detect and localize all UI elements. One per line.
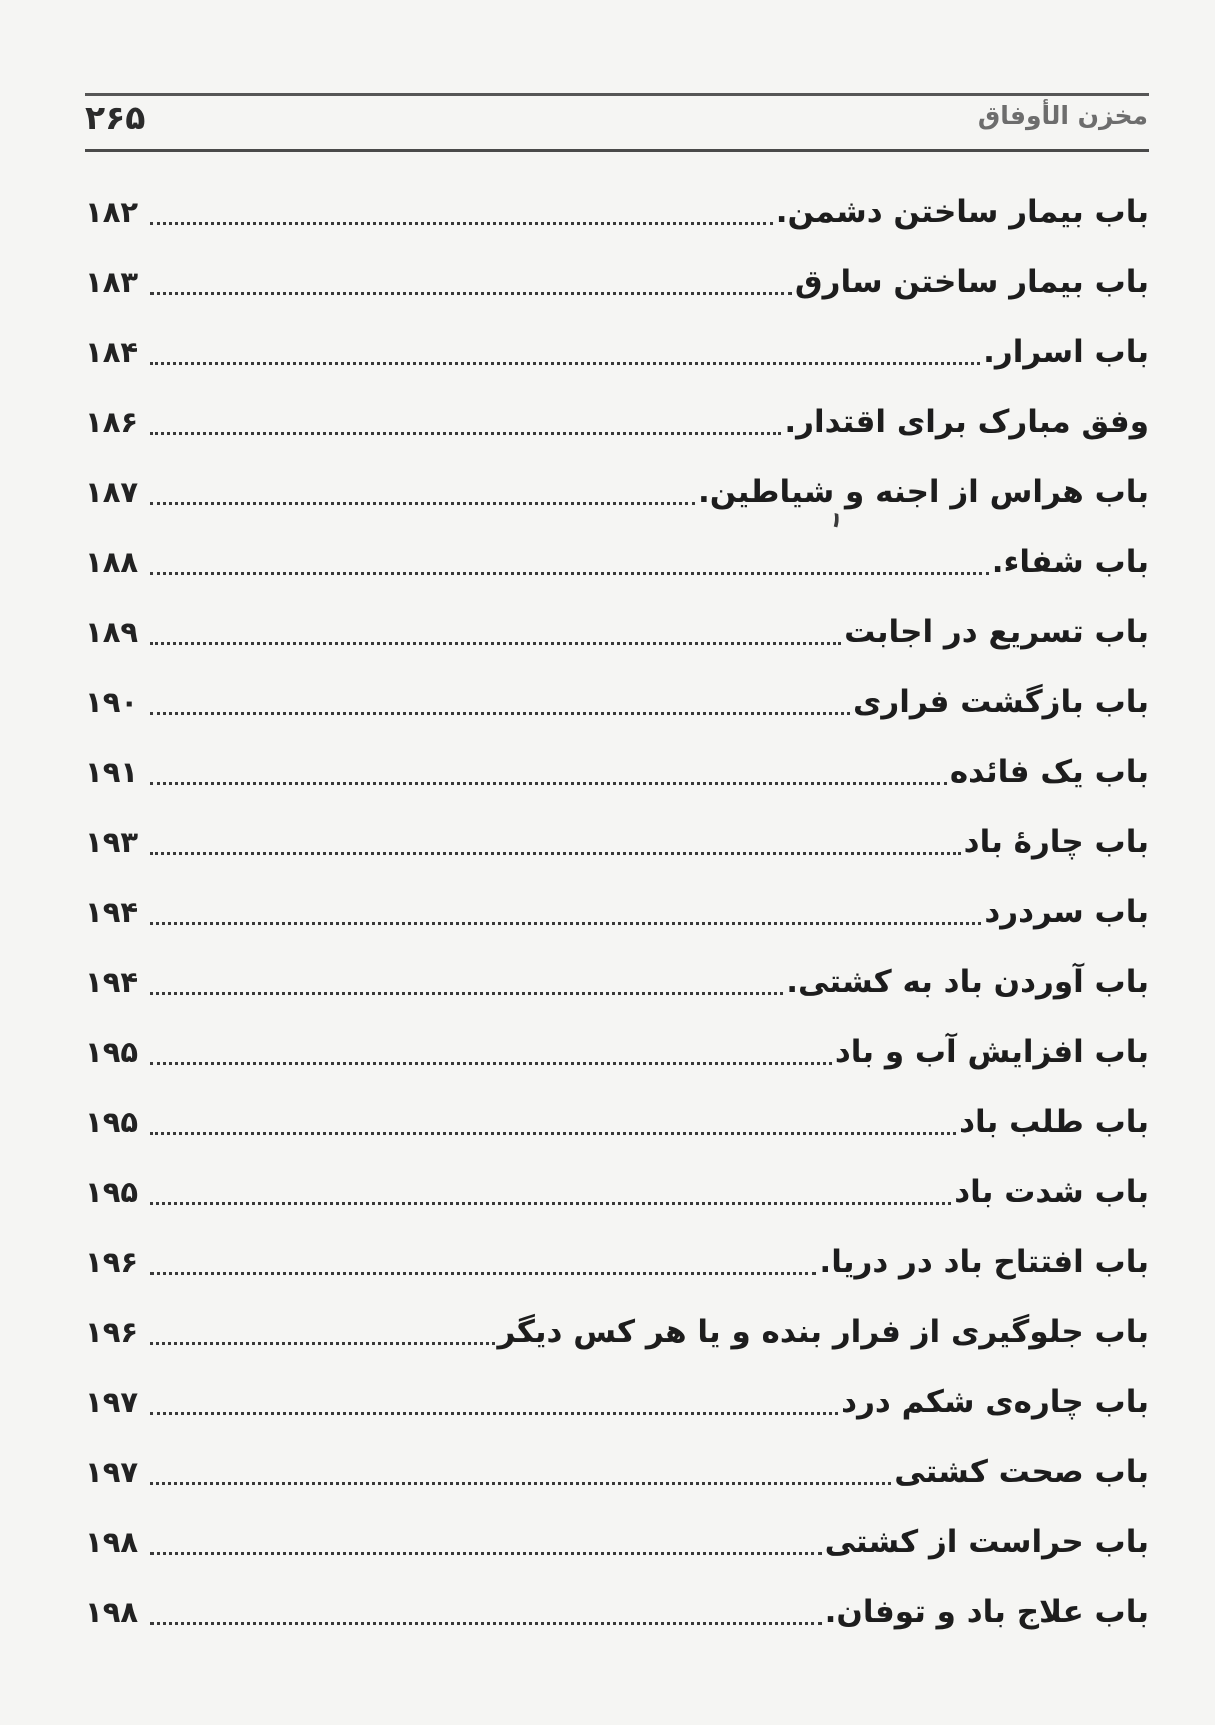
dot-leader [150,432,781,435]
toc-row [85,387,1149,457]
dot-leader [150,1132,956,1135]
toc-entry-page-number: ۱۸۴ [85,335,139,369]
toc-entry-title: باب آوردن باد به کشتی. [786,964,1149,1000]
toc-entry-title: باب یک فائده [949,754,1149,790]
toc-row [85,1157,1149,1227]
toc-entry-page-number: ۱۹۷ [85,1455,139,1489]
toc-entry-title: باب شدت باد [954,1174,1149,1210]
toc-entry-title: باب چارهٔ باد [963,824,1149,860]
dot-leader [150,1482,891,1485]
toc-row [85,1227,1149,1297]
dot-leader [150,502,695,505]
dot-leader [150,1272,816,1275]
toc-row [85,947,1149,1017]
toc-row [85,1367,1149,1437]
toc-entry-title: باب شفاء. [991,544,1149,580]
toc-row [85,1297,1149,1367]
toc-row [85,1017,1149,1087]
toc-row [85,317,1149,387]
dot-leader [150,712,850,715]
dot-leader [150,1412,838,1415]
toc-entry-page-number: ۱۹۰ [85,685,139,719]
toc-entry-title: باب طلب باد [959,1104,1149,1140]
toc-entry-page-number: ۱۹۱ [85,755,139,789]
toc-entry-page-number: ۱۸۹ [85,615,139,649]
toc-entry-page-number: ۱۹۶ [85,1245,139,1279]
toc-entry-title: باب تسریع در اجابت [844,614,1149,650]
toc-entry-title: باب بازگشت فراری [853,684,1149,720]
toc-entry-title: باب جلوگیری از فرار بنده و یا هر کس دیگر [497,1314,1149,1350]
toc-row [85,667,1149,737]
dot-leader [150,222,773,225]
toc-entry-page-number: ۱۹۸ [85,1525,139,1559]
toc-row [85,177,1149,247]
toc-entry-page-number: ۱۹۴ [85,965,139,999]
toc-entry-page-number: ۱۹۷ [85,1385,139,1419]
page-number: ۲۶۵ [85,98,146,137]
toc-entry-page-number: ۱۹۵ [85,1175,139,1209]
toc-entry-title: باب بیمار ساختن سارق [794,264,1149,300]
dot-leader [150,852,961,855]
dot-leader [150,572,989,575]
dot-leader [150,362,980,365]
book-title: مخزن الأوفاق [977,101,1148,130]
dot-leader [150,1062,832,1065]
toc-entry-title: باب هراس از اجنه و شیاطین. [697,474,1149,510]
toc-entry-title: باب حراست از کشتی [824,1524,1149,1560]
toc-entry-page-number: ۱۸۳ [85,265,139,299]
toc-row [85,1437,1149,1507]
toc-entry-page-number: ۱۹۵ [85,1105,139,1139]
toc-row [85,597,1149,667]
dot-leader [150,1202,951,1205]
toc-row [85,1577,1149,1647]
toc-entry-page-number: ۱۹۴ [85,895,139,929]
toc-entry-title: باب صحت کشتی [894,1454,1149,1490]
toc-entry-title: باب افزایش آب و باد [834,1034,1149,1070]
table-of-contents [85,177,1149,1647]
toc-entry-title: باب سردرد [984,894,1149,930]
toc-entry-page-number: ۱۸۶ [85,405,139,439]
toc-entry-title: باب چاره‌ی شکم درد [841,1384,1149,1420]
dot-leader [150,992,783,995]
toc-entry-page-number: ۱۸۸ [85,545,139,579]
toc-entry-title: باب بیمار ساختن دشمن. [775,194,1149,230]
toc-row [85,527,1149,597]
dot-leader [150,1622,822,1625]
dot-leader [150,292,792,295]
dot-leader [150,1342,495,1345]
toc-row [85,247,1149,317]
toc-entry-page-number: ۱۹۸ [85,1595,139,1629]
toc-row [85,807,1149,877]
toc-entry-page-number: ۱۹۳ [85,825,139,859]
toc-row [85,1507,1149,1577]
toc-row [85,877,1149,947]
toc-entry-page-number: ۱۹۵ [85,1035,139,1069]
dot-leader [150,642,841,645]
toc-entry-title: باب اسرار. [983,334,1149,370]
toc-entry-page-number: ۱۸۲ [85,195,139,229]
toc-row [85,1087,1149,1157]
toc-entry-title: باب علاج باد و توفان. [824,1594,1149,1630]
toc-entry-title: باب افتتاح باد در دریا. [819,1244,1149,1280]
header-rule-bottom [85,149,1149,152]
toc-row [85,737,1149,807]
header-rule-top [85,93,1149,96]
dot-leader [150,782,947,785]
footnote-mark: ۱ [827,506,846,534]
toc-entry-title: وفق مبارک برای اقتدار. [784,404,1149,440]
toc-entry-page-number: ۱۸۷ [85,475,139,509]
toc-row [85,457,1149,527]
dot-leader [150,922,981,925]
dot-leader [150,1552,822,1555]
toc-entry-page-number: ۱۹۶ [85,1315,139,1349]
